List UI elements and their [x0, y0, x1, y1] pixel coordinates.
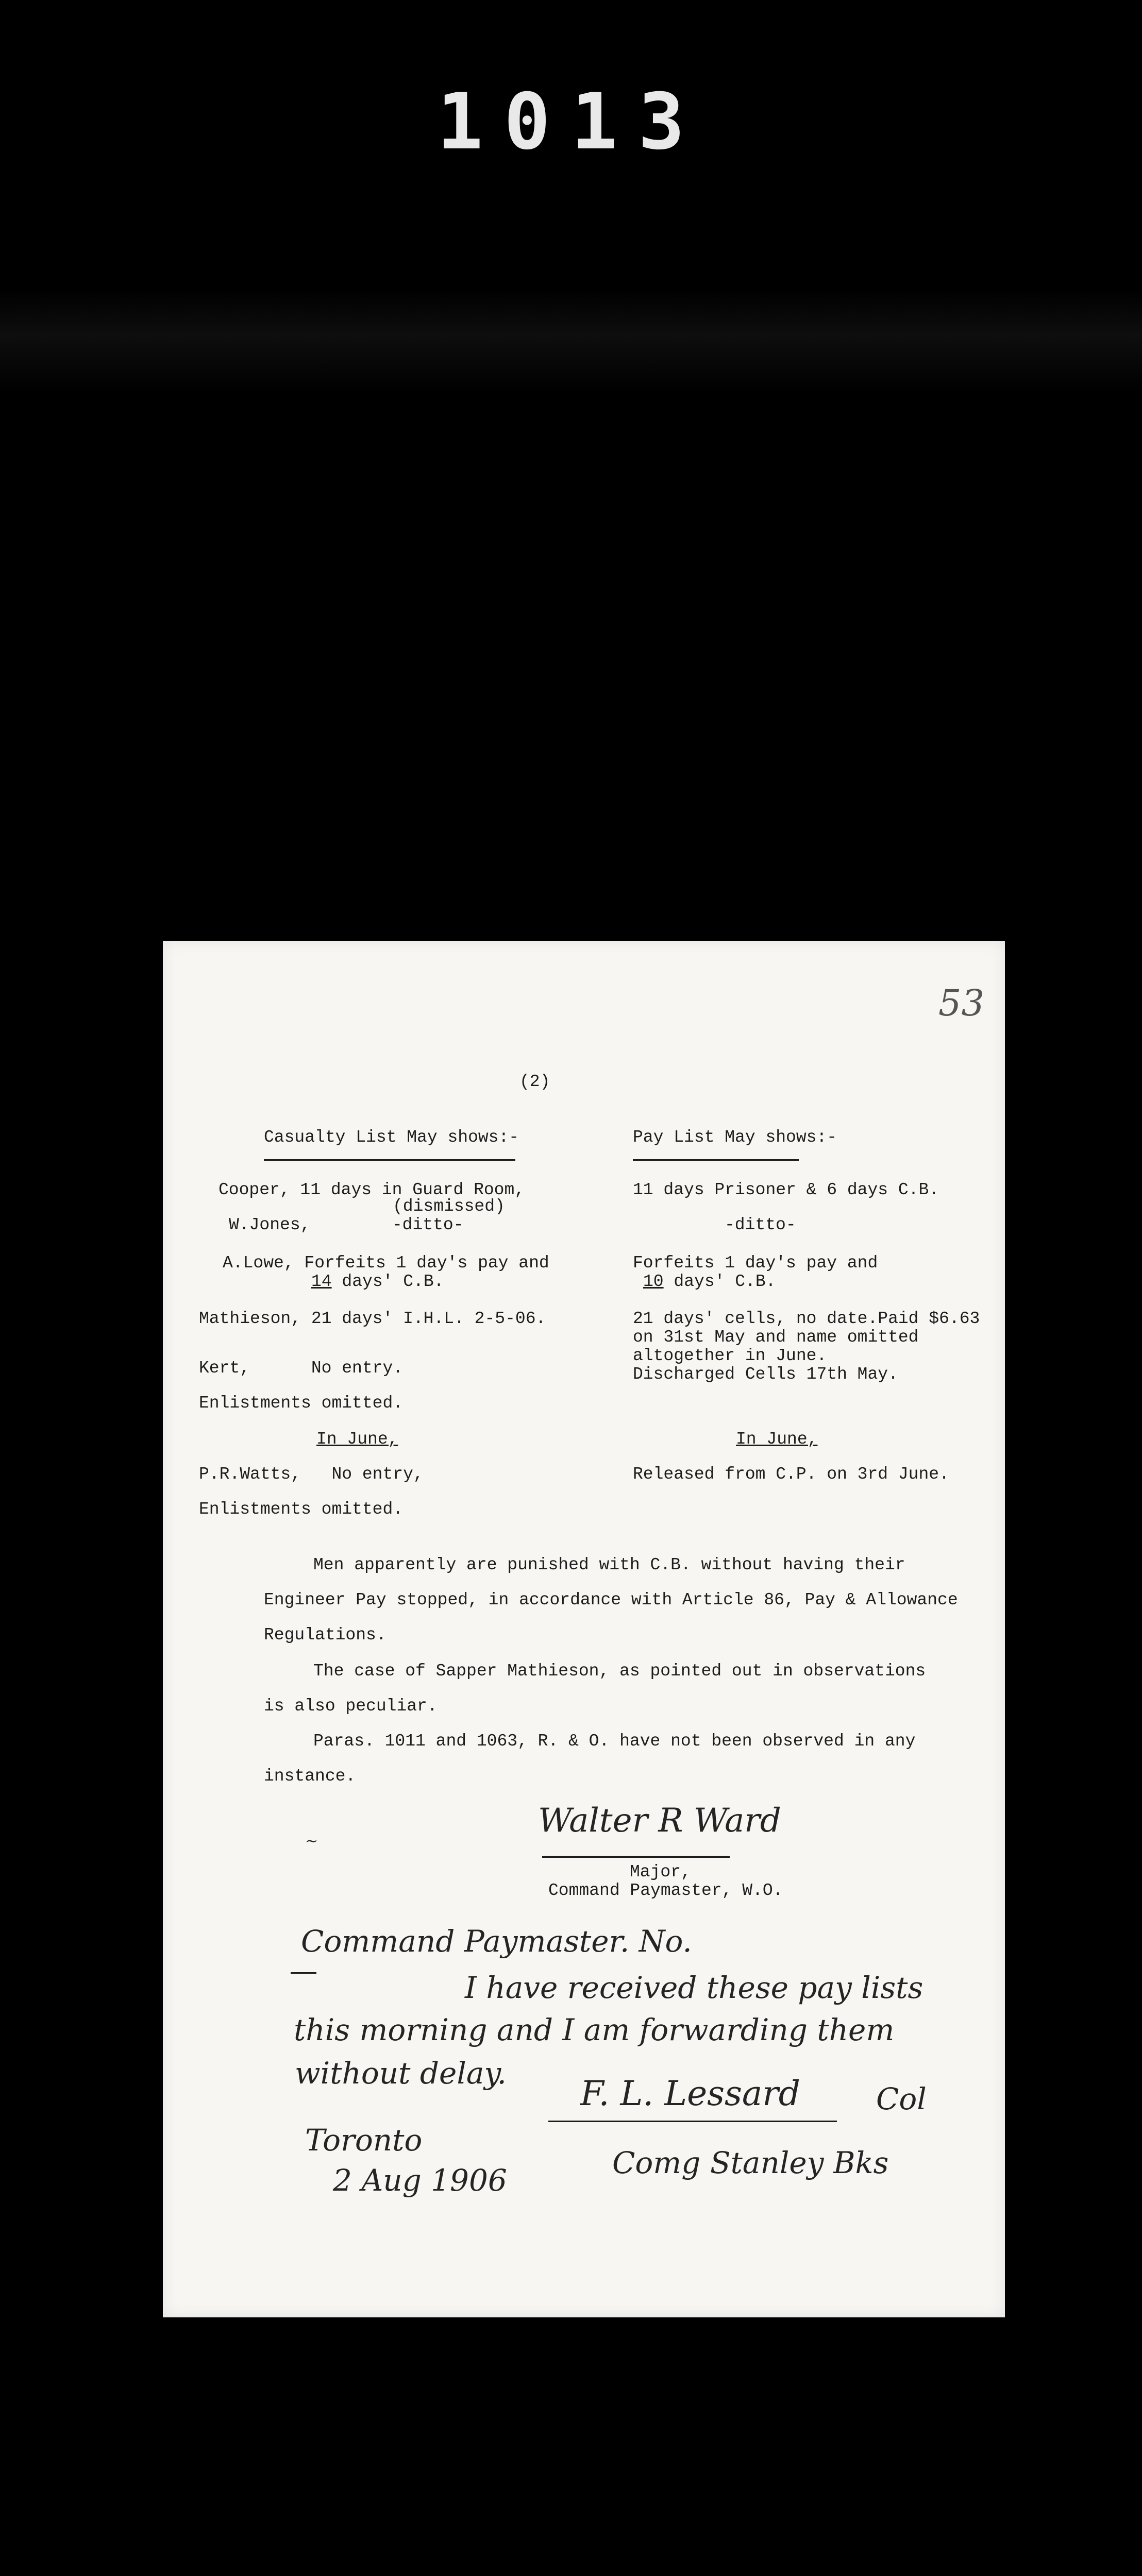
- kert-casualty: Kert, No entry.: [199, 1359, 404, 1378]
- lowe-pay-days: 10: [643, 1272, 664, 1291]
- paragraph-3-line-1: Paras. 1011 and 1063, R. & O. have not been observed in any: [313, 1732, 916, 1751]
- signer-title: Command Paymaster, W.O.: [548, 1881, 783, 1900]
- cooper-casualty: Cooper, 11 days in Guard Room,: [219, 1180, 525, 1199]
- pay-header-rule: [633, 1159, 799, 1161]
- handwritten-line-3: this morning and I am forwarding them: [294, 2012, 895, 2047]
- lowe-pay-line2: [643, 1273, 776, 1291]
- lowe-casualty-days: 14: [311, 1272, 332, 1291]
- paragraph-3-line-2: instance.: [264, 1767, 356, 1786]
- casualty-header-rule: [264, 1159, 515, 1161]
- lowe-casualty-cb: days' C.B.: [331, 1272, 444, 1291]
- lessard-rank: Col: [876, 2081, 927, 2116]
- handwritten-line-1: Command Paymaster. No.: [301, 1924, 692, 1959]
- handwritten-line-2: I have received these pay lists: [465, 1970, 923, 2005]
- handwritten-dash: [291, 1972, 316, 1974]
- page-number: (2): [519, 1072, 550, 1091]
- handwritten-place: Toronto: [305, 2123, 423, 2158]
- mathieson-pay-3: altogether in June.: [633, 1346, 827, 1365]
- lessard-signature: F. L. Lessard: [580, 2074, 801, 2113]
- jones-casualty: W.Jones, -ditto-: [229, 1215, 464, 1234]
- lessard-title: Comg Stanley Bks: [612, 2145, 889, 2180]
- paragraph-1-line-2: Engineer Pay stopped, in accordance with Article 86, Pay & Allowance: [264, 1590, 958, 1609]
- in-june-pay-heading: In June,: [736, 1430, 818, 1449]
- paragraph-1-line-3: Regulations.: [264, 1625, 387, 1645]
- mathieson-pay-2: on 31st May and name omitted: [633, 1328, 919, 1347]
- casualty-list-header: Casualty List May shows:-: [264, 1128, 519, 1147]
- cooper-casualty-dismissed: (dismissed): [393, 1197, 505, 1216]
- handwritten-line-4: without delay.: [295, 2056, 507, 2091]
- paragraph-1-line-1: Men apparently are punished with C.B. without having their: [313, 1555, 905, 1574]
- signer-rank: Major,: [630, 1862, 691, 1882]
- lessard-signature-underline: [548, 2121, 837, 2122]
- watts-pay: Released from C.P. on 3rd June.: [633, 1465, 949, 1484]
- document-page: [163, 941, 1005, 2317]
- lowe-pay: Forfeits 1 day's pay and: [633, 1253, 878, 1273]
- paragraph-2-line-1: The case of Sapper Mathieson, as pointed out in observations: [313, 1662, 926, 1681]
- film-frame-number: 1013: [436, 77, 706, 167]
- folio-number: 53: [938, 982, 984, 1024]
- lowe-pay-cb: days' C.B.: [663, 1272, 776, 1291]
- handwritten-date: 2 Aug 1906: [333, 2163, 507, 2198]
- enlistments-omitted-may: Enlistments omitted.: [199, 1394, 404, 1413]
- lowe-casualty: A.Lowe, Forfeits 1 day's pay and: [223, 1253, 549, 1273]
- pencil-mark: ~: [305, 1832, 318, 1850]
- film-smudge: [0, 289, 1142, 392]
- lowe-casualty-line2: [311, 1273, 444, 1291]
- mathieson-casualty: Mathieson, 21 days' I.H.L. 2-5-06.: [199, 1309, 546, 1328]
- ward-signature: Walter R Ward: [538, 1802, 781, 1840]
- mathieson-pay-4: Discharged Cells 17th May.: [633, 1365, 898, 1384]
- watts-casualty: P.R.Watts, No entry,: [199, 1465, 424, 1484]
- ward-signature-underline: [542, 1856, 730, 1858]
- pay-list-header: Pay List May shows:-: [633, 1128, 837, 1147]
- jones-pay: -ditto-: [725, 1215, 796, 1234]
- enlistments-omitted-june: Enlistments omitted.: [199, 1500, 404, 1519]
- paragraph-2-line-2: is also peculiar.: [264, 1697, 438, 1716]
- cooper-pay: 11 days Prisoner & 6 days C.B.: [633, 1180, 939, 1199]
- in-june-casualty-heading: In June,: [316, 1430, 398, 1449]
- mathieson-pay-1: 21 days' cells, no date.Paid $6.63: [633, 1309, 980, 1328]
